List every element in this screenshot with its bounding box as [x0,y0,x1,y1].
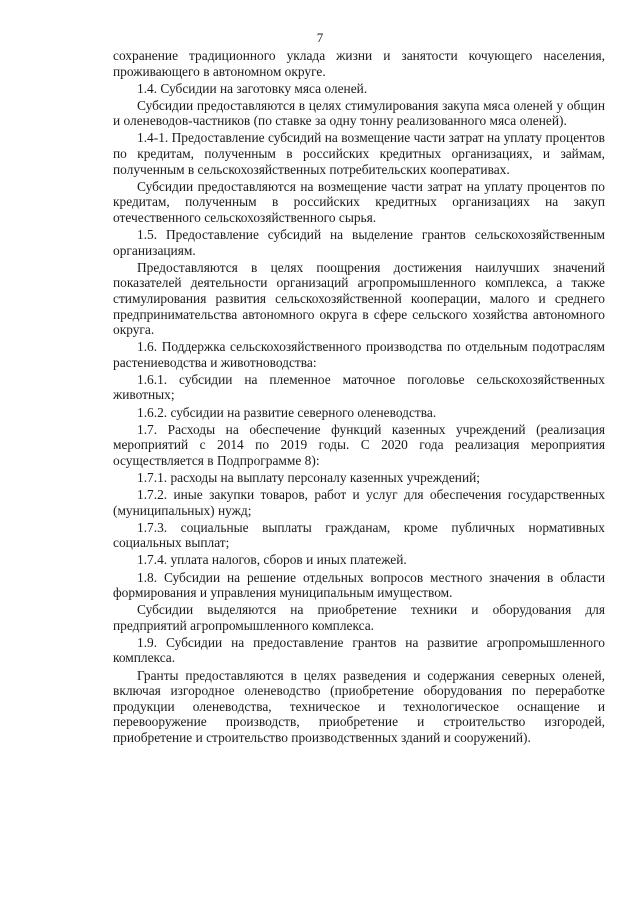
paragraph: 1.7. Расходы на обеспечение функций казенных учреждений (реализация мероприятий с 2014 по 2019 годы. С 2020 года реализация мероприятия осуществляется в Подпрограмме 8): [113,421,605,468]
paragraph: Субсидии предоставляются на возмещение части затрат на уплату процентов по кредитам, полученным в российских кредитных организациях на закуп отечественного сельскохозяйственного сырья. [113,178,605,225]
page-number: 7 [316,30,324,45]
paragraph: 1.7.4. уплата налогов, сборов и иных платежей. [137,552,407,568]
paragraph: 1.9. Субсидии на предоставление грантов на развитие агропромышленного комплекса. [113,634,605,666]
paragraph: Субсидии выделяются на приобретение техники и оборудования для предприятий агропромышленного комплекса. [113,602,605,633]
paragraph: 1.4-1. Предоставление субсидий на возмещение части затрат на уплату процентов по кредитам, полученным в российских кредитных организациях, и займам, полученным в сельскохозяйственных потребительских кооперативах. [113,130,605,177]
paragraph: 1.7.3. социальные выплаты гражданам, кроме публичных нормативных социальных выплат; [113,519,605,551]
paragraph: Гранты предоставляются в целях разведения и содержания северных оленей, включая изгородное оленеводство (приобретение оборудования по переработке продукции оленеводства, техническое и технологическое оснащение и перевооружение производств, приобретение и строительство изгородей, приобретение и строительство производственных зданий и сооружений). [113,667,605,745]
paragraph: 1.6. Поддержка сельскохозяйственного производства по отдельным подотраслям растениеводства и животноводства: [113,339,605,370]
paragraph: 1.4. Субсидии на заготовку мяса оленей. [137,80,368,96]
paragraph: 1.6.2. субсидии на развитие северного оленеводства. [137,404,437,420]
paragraph: 1.7.1. расходы на выплату персоналу казенных учреждений; [137,469,481,485]
paragraph: Предоставляются в целях поощрения достижения наилучших значений показателей деятельности организаций агропромышленного комплекса, а также стимулирования развития сельскохозяйственной кооперации, малого и среднего предпринимательства автономного округа в сфере сельского хозяйства автономного округа. [113,259,605,338]
paragraph: 1.6.1. субсидии на племенное маточное поголовье сельскохозяйственных животных; [113,371,605,403]
paragraph: 1.5. Предоставление субсидий на выделение грантов сельскохозяйственным организациям. [113,227,605,258]
paragraph: 1.8. Субсидии на решение отдельных вопросов местного значения в области формирования и управления муниципальным имуществом. [113,569,605,601]
paragraph: Субсидии предоставляются в целях стимулирования закупа мяса оленей у общин и оленеводов-частников (по ставке за одну тонну реализованного мяса оленей). [113,97,605,129]
paragraph: 1.7.2. иные закупки товаров, работ и услуг для обеспечения государственных (муниципальных) нужд; [113,487,605,518]
paragraph: сохранение традиционного уклада жизни и занятости кочующего населения, проживающего в автономном округе. [113,48,605,79]
document-body [113,48,605,746]
